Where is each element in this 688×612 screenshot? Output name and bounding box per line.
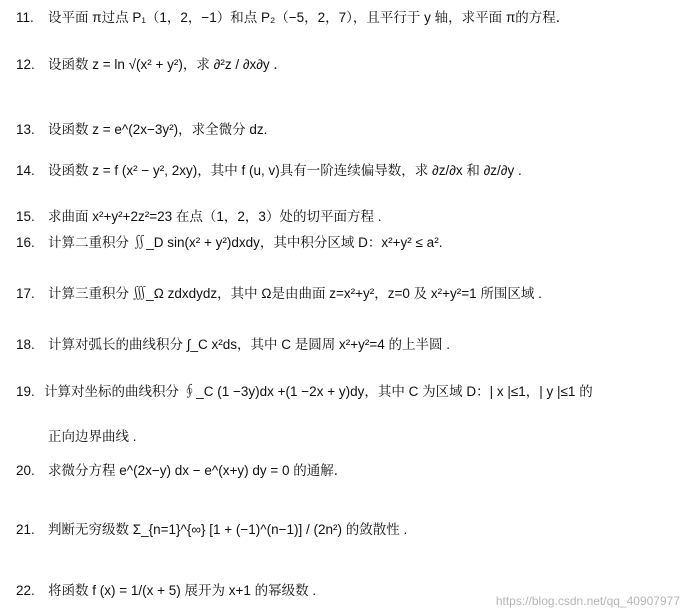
problem-text: 将函数 f (x) = 1/(x + 5) 展开为 x+1 的幂级数 .: [48, 583, 317, 598]
problem-text: 计算对弧长的曲线积分 ∫_C x²ds，其中 C 是圆周 x²+y²=4 的上半圆 .: [48, 337, 450, 352]
problem-text: 求微分方程 e^(2x−y) dx − e^(x+y) dy = 0 的通解．: [48, 463, 348, 478]
problem-number: 16.: [16, 235, 35, 250]
problem-text: 设函数 z = ln √(x² + y²)，求 ∂²z / ∂x∂y ．: [48, 57, 287, 72]
problem-number: 22.: [16, 583, 35, 598]
problem-text: 设平面 π过点 P₁（1，2，−1）和点 P₂（−5，2，7），且平行于 y 轴，求平面 π的方程．: [48, 10, 570, 25]
watermark-url: https://blog.csdn.net/qq_40907977: [495, 594, 680, 608]
problem-number: 11.: [16, 10, 34, 25]
problem-number: 18.: [16, 337, 35, 352]
problem-number: 15.: [16, 209, 35, 224]
problem-text: 设函数 z = f (x² − y², 2xy)，其中 f (u, v)具有一阶连续偏导数，求 ∂z/∂x 和 ∂z/∂y .: [48, 163, 522, 178]
problem-text: 正向边界曲线 .: [48, 429, 137, 444]
problem-number: 20.: [16, 463, 35, 478]
problem-number: 21.: [16, 522, 35, 537]
problem-text: 判断无穷级数 Σ_{n=1}^{∞} [1 + (−1)^(n−1)] / (2n²) 的敛散性 .: [48, 522, 408, 537]
problem-text: 计算二重积分 ∬_D sin(x² + y²)dxdy，其中积分区域 D：x²+y² ≤ a².: [48, 235, 443, 250]
problem-number: 19.: [16, 384, 35, 399]
problem-text: 求曲面 x²+y²+2z²=23 在点（1，2，3）处的切平面方程 .: [48, 209, 382, 224]
problem-text: 设函数 z = e^(2x−3y²)，求全微分 dz.: [48, 122, 268, 137]
problem-number: 17.: [16, 286, 35, 301]
problem-number: 13.: [16, 122, 35, 137]
problem-text: 计算对坐标的曲线积分 ∮_C (1 −3y)dx +(1 −2x + y)dy，其中 C 为区域 D：| x |≤1，| y |≤1 的: [44, 384, 593, 399]
problem-text: 计算三重积分 ∭_Ω zdxdydz，其中 Ω是由曲面 z=x²+y²，z=0 及 x²+y²=1 所围区域 .: [48, 286, 542, 301]
problem-number: 14.: [16, 163, 35, 178]
problem-number: 12.: [16, 57, 35, 72]
